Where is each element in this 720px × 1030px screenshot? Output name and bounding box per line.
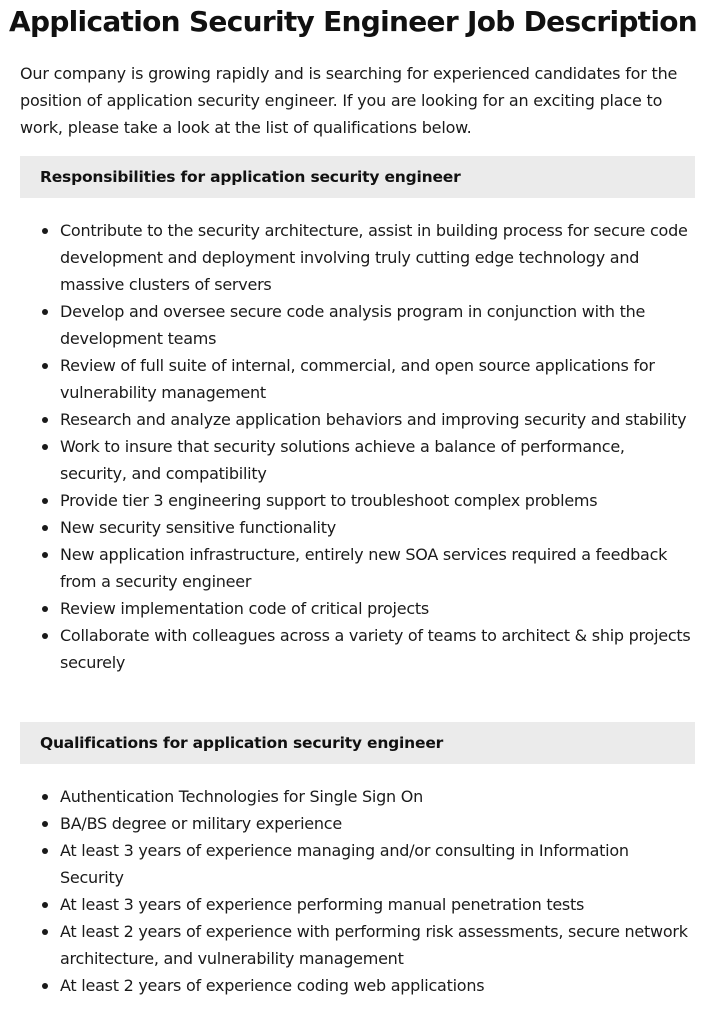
list-item: Review of full suite of internal, commercial, and open source applications for vulnerability management [60,352,695,406]
responsibilities-list [20,217,695,676]
qualifications-list [20,783,695,999]
intro-paragraph: Our company is growing rapidly and is searching for experienced candidates for the position of application security engineer. If you are looking for an exciting place to work, please take a look at the list of qualifications below. [20,64,678,137]
list-item: Collaborate with colleagues across a variety of teams to architect & ship projects securely [60,622,695,676]
list-item: At least 3 years of experience managing and/or consulting in Information Security [60,837,695,891]
list-item: BA/BS degree or military experience [60,810,695,837]
list-item: At least 2 years of experience coding web applications [60,972,695,999]
list-item: New application infrastructure, entirely new SOA services required a feedback from a security engineer [60,541,695,595]
list-item: Research and analyze application behaviors and improving security and stability [60,406,695,433]
page-title: Application Security Engineer Job Description [9,5,698,38]
responsibilities-heading: Responsibilities for application security engineer [20,156,695,198]
list-item: At least 2 years of experience with performing risk assessments, secure network architecture, and vulnerability management [60,918,695,972]
list-item: At least 3 years of experience performing manual penetration tests [60,891,695,918]
list-item: Authentication Technologies for Single Sign On [60,783,695,810]
list-item: Contribute to the security architecture, assist in building process for secure code development and deployment involving truly cutting edge technology and massive clusters of servers [60,217,695,298]
list-item: New security sensitive functionality [60,514,695,541]
list-item: Review implementation code of critical projects [60,595,695,622]
qualifications-heading: Qualifications for application security engineer [20,722,695,764]
list-item: Provide tier 3 engineering support to troubleshoot complex problems [60,487,695,514]
list-item: Develop and oversee secure code analysis program in conjunction with the development teams [60,298,695,352]
list-item: Work to insure that security solutions achieve a balance of performance, security, and compatibility [60,433,695,487]
